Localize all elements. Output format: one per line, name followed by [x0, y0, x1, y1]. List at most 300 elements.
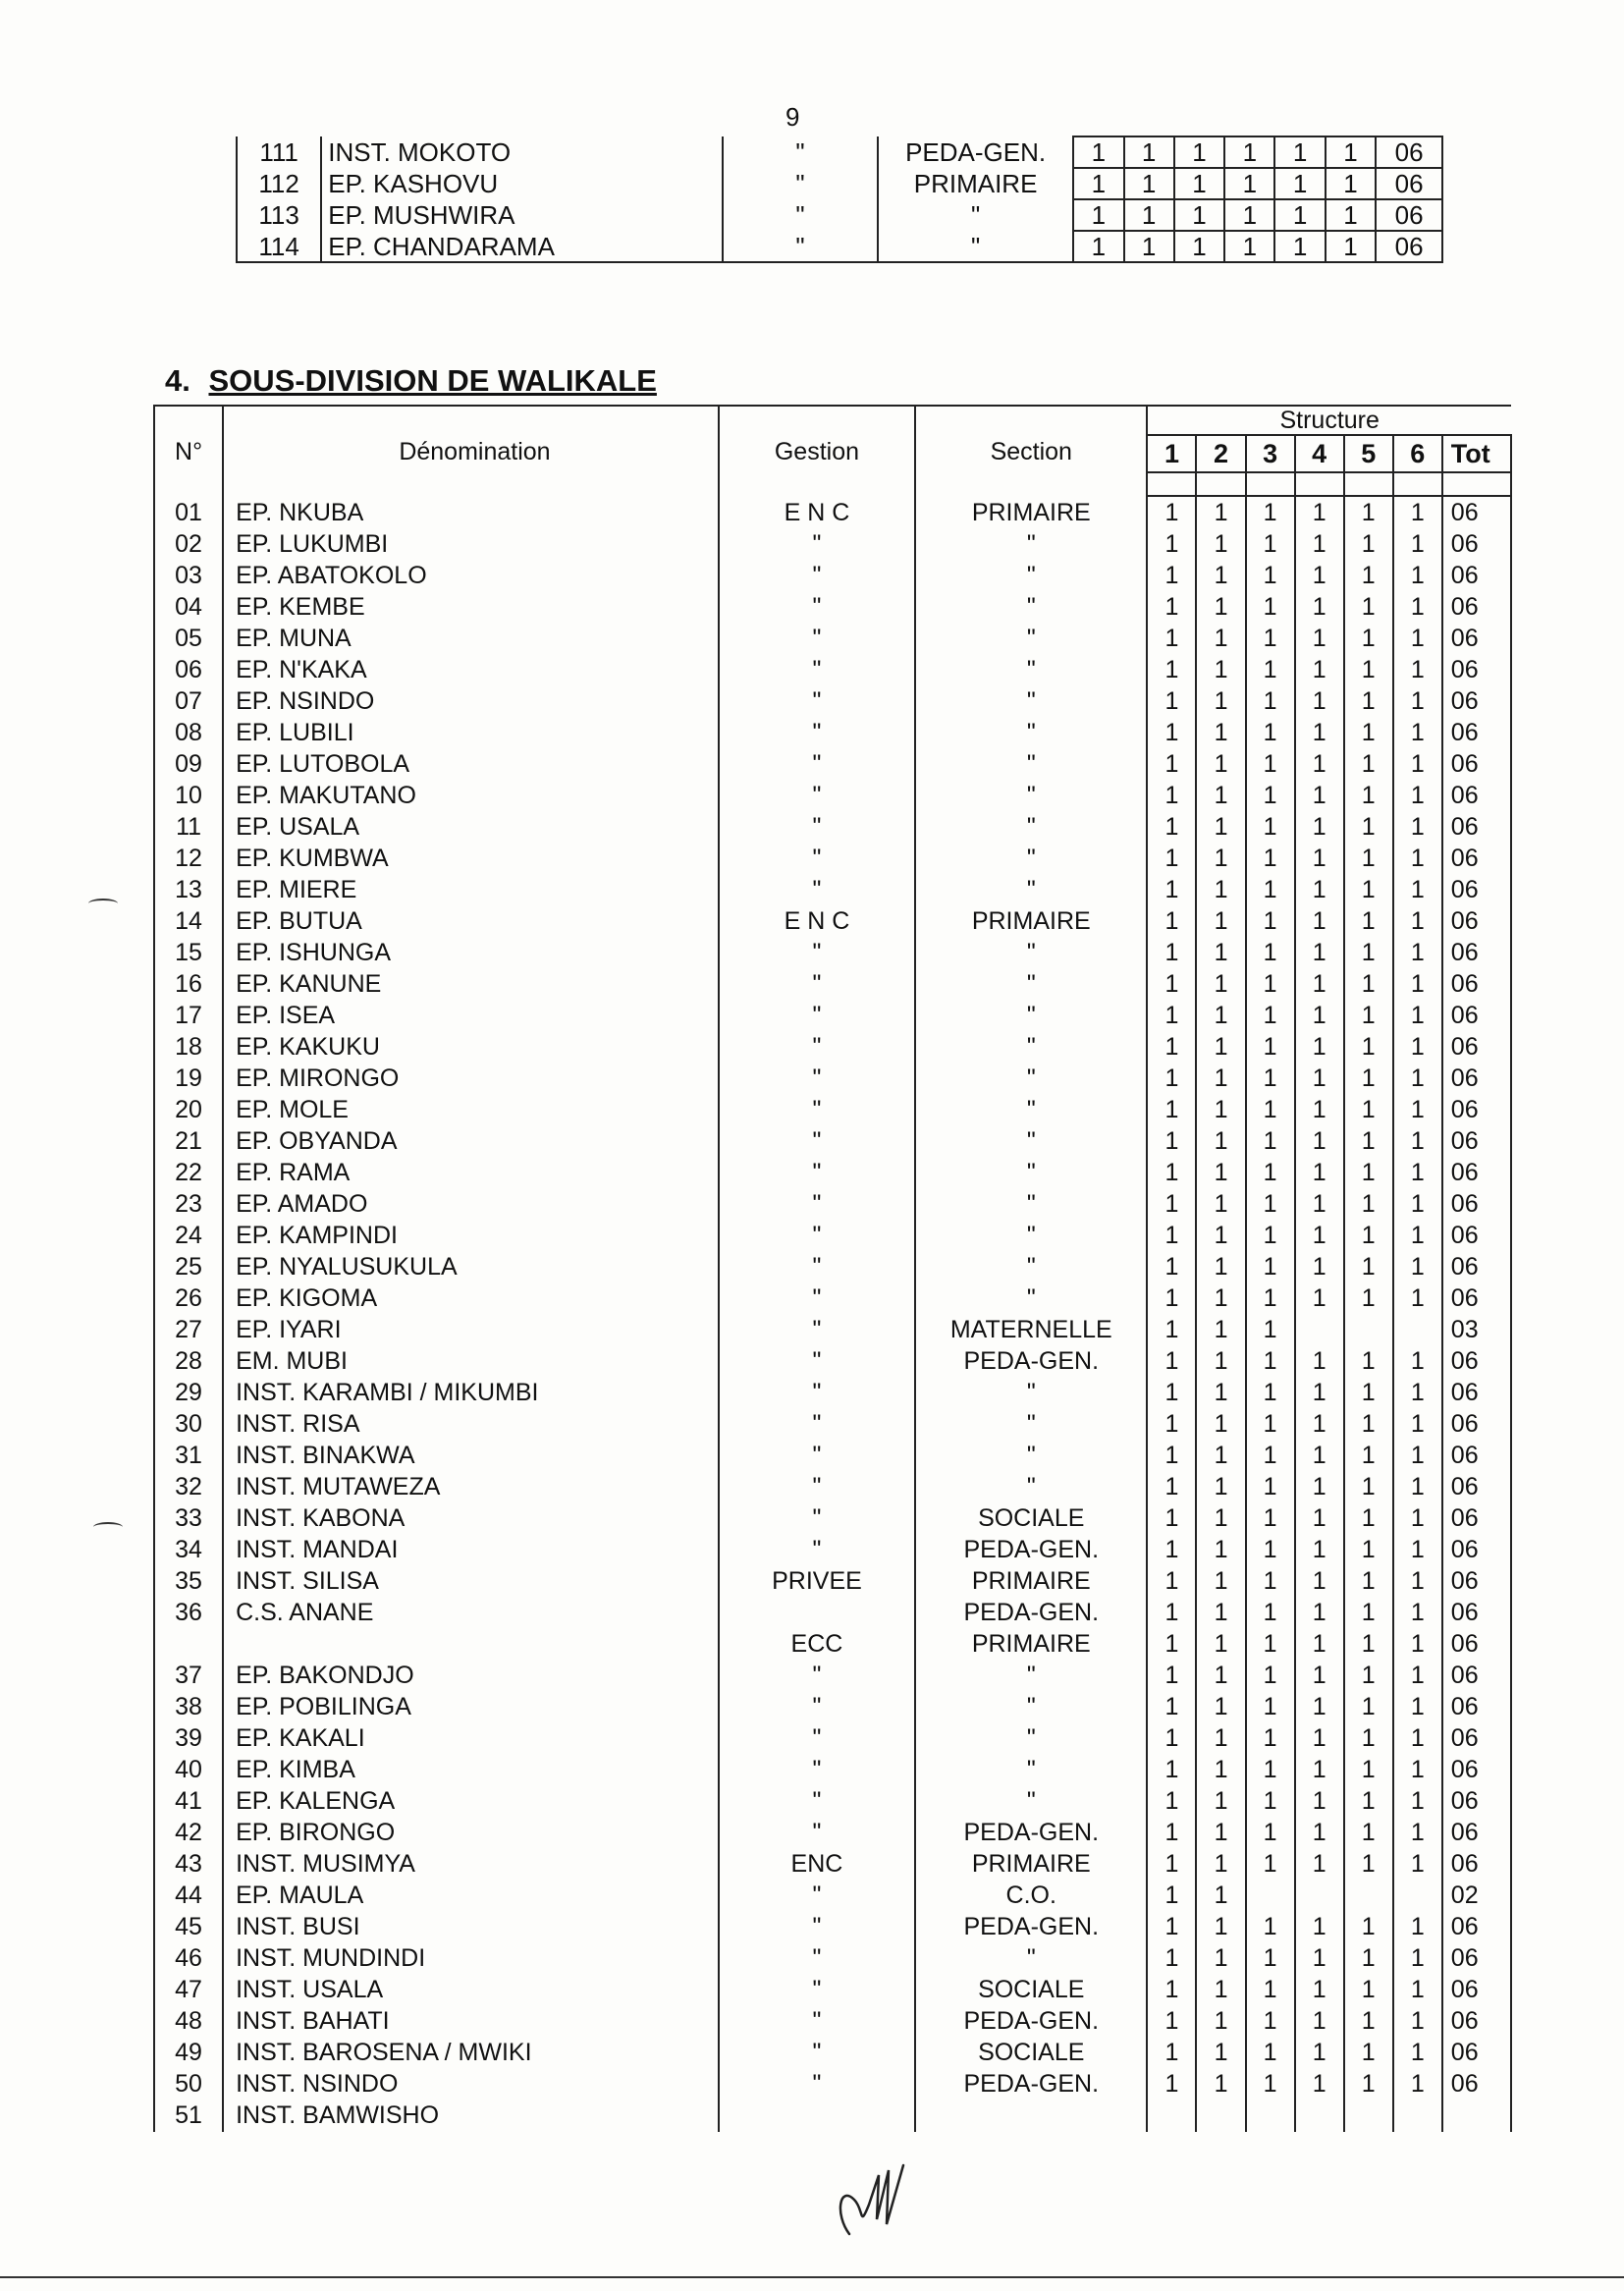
continuation-table	[236, 136, 1443, 263]
row-number: 14	[154, 905, 223, 937]
structure-cell: 1	[1246, 1628, 1295, 1660]
structure-cell: 1	[1147, 1471, 1196, 1502]
structure-cell: 1	[1246, 1911, 1295, 1942]
section-cell: PEDA-GEN.	[915, 1597, 1147, 1628]
gestion-cell: "	[719, 1282, 915, 1314]
section-cell: "	[915, 717, 1147, 748]
structure-cell: 1	[1196, 1251, 1245, 1282]
structure-cell: 1	[1196, 591, 1245, 623]
structure-cell: 1	[1393, 1408, 1442, 1440]
total-cell: 06	[1376, 136, 1442, 168]
table-row	[154, 1785, 1511, 1817]
gestion-cell: "	[719, 2068, 915, 2100]
structure-cell: 1	[1344, 1094, 1393, 1125]
structure-cell: 1	[1147, 1942, 1196, 1974]
gestion-cell: "	[719, 1722, 915, 1754]
structure-cell: 1	[1246, 1691, 1295, 1722]
section-cell: "	[915, 528, 1147, 560]
section-cell: "	[915, 1251, 1147, 1282]
total-cell: 06	[1442, 1408, 1511, 1440]
total-cell: 06	[1442, 1817, 1511, 1848]
section-cell: SOCIALE	[915, 2037, 1147, 2068]
row-number: 13	[154, 874, 223, 905]
structure-cell: 1	[1246, 1848, 1295, 1880]
structure-cell: 1	[1246, 1314, 1295, 1345]
structure-cell: 1	[1393, 811, 1442, 843]
structure-cell: 1	[1196, 1157, 1245, 1188]
margin-mark	[88, 899, 118, 908]
structure-cell: 1	[1196, 1911, 1245, 1942]
gestion-cell: "	[719, 1754, 915, 1785]
structure-cell: 1	[1393, 1722, 1442, 1754]
structure-cell: 1	[1246, 717, 1295, 748]
row-number: 07	[154, 685, 223, 717]
structure-cell: 1	[1393, 1691, 1442, 1722]
school-name: INST. BAHATI	[223, 2005, 719, 2037]
school-name: INST. BAROSENA / MWIKI	[223, 2037, 719, 2068]
structure-cell: 1	[1344, 1722, 1393, 1754]
section-cell: PEDA-GEN.	[915, 1817, 1147, 1848]
table-row	[154, 1345, 1511, 1377]
table-row	[237, 199, 1442, 231]
structure-cell	[1393, 2100, 1442, 2132]
row-number: 30	[154, 1408, 223, 1440]
structure-cell: 1	[1196, 717, 1245, 748]
section-cell: PEDA-GEN.	[915, 1345, 1147, 1377]
structure-cell: 1	[1147, 780, 1196, 811]
header-structure-col: 2	[1196, 435, 1245, 472]
gestion-cell: "	[723, 199, 878, 231]
structure-cell: 1	[1344, 1000, 1393, 1031]
structure-cell: 1	[1393, 496, 1442, 528]
school-name: EP. KAMPINDI	[223, 1220, 719, 1251]
school-name: EP. ABATOKOLO	[223, 560, 719, 591]
structure-cell: 1	[1295, 685, 1344, 717]
structure-cell: 1	[1246, 1471, 1295, 1502]
row-number: 47	[154, 1974, 223, 2005]
section-cell: PEDA-GEN.	[915, 1911, 1147, 1942]
section-cell: PRIMAIRE	[915, 905, 1147, 937]
header-spacer	[1442, 472, 1511, 496]
structure-cell: 1	[1393, 748, 1442, 780]
structure-cell: 1	[1246, 654, 1295, 685]
structure-cell: 1	[1147, 843, 1196, 874]
structure-cell: 1	[1344, 1125, 1393, 1157]
gestion-cell: "	[719, 937, 915, 968]
structure-cell: 1	[1344, 1502, 1393, 1534]
section-cell: "	[878, 199, 1073, 231]
structure-cell: 1	[1147, 717, 1196, 748]
school-name: EP. KIGOMA	[223, 1282, 719, 1314]
structure-cell: 1	[1393, 1377, 1442, 1408]
table-row	[154, 1565, 1511, 1597]
structure-cell: 1	[1246, 1534, 1295, 1565]
structure-cell: 1	[1196, 685, 1245, 717]
gestion-cell: "	[719, 1691, 915, 1722]
gestion-cell: ECC	[719, 1628, 915, 1660]
structure-cell: 1	[1344, 1597, 1393, 1628]
structure-cell: 1	[1246, 685, 1295, 717]
structure-cell: 1	[1344, 685, 1393, 717]
gestion-cell: "	[719, 528, 915, 560]
gestion-cell: "	[719, 874, 915, 905]
school-name: INST. MOKOTO	[321, 136, 723, 168]
structure-cell: 1	[1393, 1502, 1442, 1534]
school-name: INST. KABONA	[223, 1502, 719, 1534]
row-number: 28	[154, 1345, 223, 1377]
section-cell: "	[915, 1125, 1147, 1157]
structure-cell: 1	[1196, 1691, 1245, 1722]
structure-cell: 1	[1344, 905, 1393, 937]
row-number: 45	[154, 1911, 223, 1942]
structure-cell: 1	[1295, 1000, 1344, 1031]
table-row	[154, 717, 1511, 748]
structure-cell: 1	[1246, 2068, 1295, 2100]
section-title: SOUS-DIVISION DE WALIKALE	[208, 363, 657, 398]
table-row	[154, 1031, 1511, 1063]
structure-cell: 1	[1147, 528, 1196, 560]
structure-cell: 1	[1246, 1817, 1295, 1848]
school-name: EP. OBYANDA	[223, 1125, 719, 1157]
total-cell: 06	[1442, 1754, 1511, 1785]
structure-cell: 1	[1124, 199, 1174, 231]
section-cell: "	[915, 1157, 1147, 1188]
structure-cell: 1	[1196, 560, 1245, 591]
structure-cell: 1	[1147, 685, 1196, 717]
structure-cell: 1	[1393, 780, 1442, 811]
structure-cell: 1	[1344, 1031, 1393, 1063]
structure-cell: 1	[1147, 1974, 1196, 2005]
structure-cell: 1	[1295, 843, 1344, 874]
structure-cell: 1	[1344, 1063, 1393, 1094]
gestion-cell: "	[723, 136, 878, 168]
school-name: EP. KALENGA	[223, 1785, 719, 1817]
section-cell: PEDA-GEN.	[878, 136, 1073, 168]
bottom-rule	[0, 2276, 1624, 2278]
structure-cell: 1	[1393, 843, 1442, 874]
section-cell: "	[915, 1660, 1147, 1691]
row-number: 11	[154, 811, 223, 843]
structure-cell: 1	[1246, 748, 1295, 780]
total-cell: 06	[1442, 560, 1511, 591]
margin-mark	[93, 1522, 123, 1532]
structure-cell: 1	[1295, 905, 1344, 937]
structure-cell: 1	[1124, 231, 1174, 262]
structure-cell: 1	[1274, 168, 1325, 199]
structure-cell: 1	[1196, 1722, 1245, 1754]
structure-cell: 1	[1344, 1220, 1393, 1251]
section-cell: PEDA-GEN.	[915, 2068, 1147, 2100]
total-cell: 02	[1442, 1880, 1511, 1911]
structure-cell: 1	[1344, 748, 1393, 780]
total-cell: 06	[1442, 1063, 1511, 1094]
structure-cell: 1	[1246, 1157, 1295, 1188]
table-row	[154, 2068, 1511, 2100]
table-row	[154, 1597, 1511, 1628]
row-number: 16	[154, 968, 223, 1000]
row-number: 19	[154, 1063, 223, 1094]
structure-cell: 1	[1393, 1063, 1442, 1094]
total-cell: 06	[1442, 1188, 1511, 1220]
structure-cell: 1	[1295, 1660, 1344, 1691]
section-cell: PEDA-GEN.	[915, 2005, 1147, 2037]
section-heading	[165, 363, 657, 399]
structure-cell: 1	[1295, 2068, 1344, 2100]
structure-cell: 1	[1147, 1314, 1196, 1345]
structure-cell: 1	[1196, 1754, 1245, 1785]
structure-cell: 1	[1393, 937, 1442, 968]
structure-cell: 1	[1295, 1094, 1344, 1125]
total-cell: 06	[1376, 231, 1442, 262]
row-number: 17	[154, 1000, 223, 1031]
structure-cell: 1	[1295, 1282, 1344, 1314]
row-number: 112	[237, 168, 321, 199]
school-name: EP. CHANDARAMA	[321, 231, 723, 262]
gestion-cell: "	[719, 591, 915, 623]
table-row	[154, 1911, 1511, 1942]
row-number: 42	[154, 1817, 223, 1848]
gestion-cell: "	[719, 1125, 915, 1157]
row-number: 34	[154, 1534, 223, 1565]
row-number: 37	[154, 1660, 223, 1691]
structure-cell: 1	[1246, 1942, 1295, 1974]
structure-cell: 1	[1295, 1377, 1344, 1408]
total-cell: 06	[1442, 1440, 1511, 1471]
section-cell: "	[915, 1000, 1147, 1031]
row-number: 08	[154, 717, 223, 748]
row-number: 15	[154, 937, 223, 968]
structure-cell: 1	[1393, 685, 1442, 717]
structure-cell: 1	[1295, 1471, 1344, 1502]
structure-cell: 1	[1147, 1377, 1196, 1408]
structure-cell: 1	[1295, 654, 1344, 685]
section-cell: "	[915, 1785, 1147, 1817]
school-name: EP. IYARI	[223, 1314, 719, 1345]
total-cell: 06	[1442, 1597, 1511, 1628]
structure-cell: 1	[1393, 1000, 1442, 1031]
row-number: 44	[154, 1880, 223, 1911]
section-cell: "	[915, 968, 1147, 1000]
structure-cell: 1	[1246, 496, 1295, 528]
table-row	[154, 1377, 1511, 1408]
structure-cell: 1	[1393, 874, 1442, 905]
structure-cell: 1	[1393, 1440, 1442, 1471]
structure-cell: 1	[1393, 1911, 1442, 1942]
structure-cell: 1	[1196, 1785, 1245, 1817]
structure-cell: 1	[1344, 560, 1393, 591]
section-cell: "	[915, 560, 1147, 591]
structure-cell: 1	[1246, 528, 1295, 560]
gestion-cell: "	[719, 685, 915, 717]
structure-cell: 1	[1246, 560, 1295, 591]
row-number: 50	[154, 2068, 223, 2100]
total-cell: 06	[1442, 1282, 1511, 1314]
row-number: 02	[154, 528, 223, 560]
school-name: EP. MOLE	[223, 1094, 719, 1125]
structure-cell: 1	[1344, 1974, 1393, 2005]
table-row	[237, 136, 1442, 168]
table-row	[154, 1314, 1511, 1345]
structure-cell: 1	[1393, 1125, 1442, 1157]
section-cell: "	[915, 1440, 1147, 1471]
table-row	[154, 2005, 1511, 2037]
structure-cell: 1	[1246, 1251, 1295, 1282]
school-name: EM. MUBI	[223, 1345, 719, 1377]
table-row	[154, 1754, 1511, 1785]
structure-cell: 1	[1147, 905, 1196, 937]
structure-cell: 1	[1295, 1188, 1344, 1220]
structure-cell: 1	[1295, 1440, 1344, 1471]
structure-cell: 1	[1147, 1157, 1196, 1188]
structure-cell: 1	[1393, 1565, 1442, 1597]
row-number: 111	[237, 136, 321, 168]
row-number: 25	[154, 1251, 223, 1282]
structure-cell: 1	[1295, 748, 1344, 780]
structure-cell: 1	[1147, 2068, 1196, 2100]
section-cell: PRIMAIRE	[915, 1848, 1147, 1880]
structure-cell: 1	[1196, 1848, 1245, 1880]
section-cell: "	[915, 1094, 1147, 1125]
structure-cell: 1	[1246, 591, 1295, 623]
row-number: 31	[154, 1440, 223, 1471]
structure-cell: 1	[1246, 843, 1295, 874]
total-cell: 06	[1442, 623, 1511, 654]
structure-cell: 1	[1393, 1251, 1442, 1282]
structure-cell: 1	[1295, 1691, 1344, 1722]
structure-cell: 1	[1147, 496, 1196, 528]
row-number: 114	[237, 231, 321, 262]
row-number: 33	[154, 1502, 223, 1534]
section-cell: "	[915, 1031, 1147, 1063]
structure-cell: 1	[1295, 1408, 1344, 1440]
structure-cell: 1	[1196, 1660, 1245, 1691]
structure-cell: 1	[1246, 1440, 1295, 1471]
row-number: 23	[154, 1188, 223, 1220]
table-row	[154, 1817, 1511, 1848]
total-cell: 06	[1442, 811, 1511, 843]
section-cell: PRIMAIRE	[915, 1565, 1147, 1597]
section-cell: MATERNELLE	[915, 1314, 1147, 1345]
table-row	[154, 2100, 1511, 2132]
structure-cell: 1	[1147, 654, 1196, 685]
total-cell: 06	[1442, 2068, 1511, 2100]
table-row	[154, 1502, 1511, 1534]
section-cell: SOCIALE	[915, 1502, 1147, 1534]
total-cell: 06	[1442, 1722, 1511, 1754]
structure-cell: 1	[1174, 231, 1224, 262]
structure-cell: 1	[1246, 2005, 1295, 2037]
structure-cell: 1	[1147, 1000, 1196, 1031]
section-cell: "	[915, 1188, 1147, 1220]
structure-cell: 1	[1147, 1534, 1196, 1565]
section-cell: "	[915, 748, 1147, 780]
structure-cell: 1	[1393, 560, 1442, 591]
structure-cell: 1	[1196, 1094, 1245, 1125]
section-cell: "	[915, 1754, 1147, 1785]
total-cell: 06	[1442, 591, 1511, 623]
structure-cell: 1	[1196, 1188, 1245, 1220]
section-cell: "	[915, 1063, 1147, 1094]
structure-cell: 1	[1295, 623, 1344, 654]
row-number: 20	[154, 1094, 223, 1125]
structure-cell: 1	[1147, 1063, 1196, 1094]
header-spacer	[1196, 472, 1245, 496]
structure-cell: 1	[1147, 1754, 1196, 1785]
table-row	[154, 654, 1511, 685]
total-cell: 06	[1442, 843, 1511, 874]
section-cell: C.O.	[915, 1880, 1147, 1911]
structure-cell: 1	[1196, 1565, 1245, 1597]
gestion-cell: "	[719, 1408, 915, 1440]
total-cell: 06	[1442, 528, 1511, 560]
section-cell: PEDA-GEN.	[915, 1534, 1147, 1565]
header-gestion: Gestion	[719, 406, 915, 496]
structure-cell: 1	[1224, 136, 1274, 168]
structure-cell: 1	[1196, 654, 1245, 685]
school-name: EP. BAKONDJO	[223, 1660, 719, 1691]
structure-cell: 1	[1344, 1660, 1393, 1691]
structure-cell: 1	[1147, 1408, 1196, 1440]
structure-cell: 1	[1196, 1408, 1245, 1440]
header-num: N°	[154, 406, 223, 496]
structure-cell: 1	[1393, 1094, 1442, 1125]
section-cell: "	[878, 231, 1073, 262]
structure-cell	[1246, 2100, 1295, 2132]
structure-cell: 1	[1246, 1345, 1295, 1377]
row-number: 43	[154, 1848, 223, 1880]
total-cell: 06	[1442, 1125, 1511, 1157]
total-cell: 03	[1442, 1314, 1511, 1345]
structure-cell: 1	[1196, 1880, 1245, 1911]
structure-cell: 1	[1124, 168, 1174, 199]
structure-cell: 1	[1124, 136, 1174, 168]
structure-cell: 1	[1224, 168, 1274, 199]
table-row	[154, 1063, 1511, 1094]
header-structure: Structure	[1147, 406, 1511, 435]
total-cell: 06	[1442, 2037, 1511, 2068]
structure-cell: 1	[1196, 905, 1245, 937]
structure-cell: 1	[1147, 1251, 1196, 1282]
structure-cell: 1	[1147, 1125, 1196, 1157]
school-name: INST. MUSIMYA	[223, 1848, 719, 1880]
structure-cell: 1	[1147, 1691, 1196, 1722]
structure-cell: 1	[1196, 1471, 1245, 1502]
gestion-cell: "	[719, 1188, 915, 1220]
structure-cell: 1	[1196, 1534, 1245, 1565]
structure-cell: 1	[1196, 2068, 1245, 2100]
structure-cell: 1	[1246, 1188, 1295, 1220]
structure-cell: 1	[1147, 748, 1196, 780]
row-number: 35	[154, 1565, 223, 1597]
structure-cell: 1	[1344, 1440, 1393, 1471]
structure-cell	[1295, 1880, 1344, 1911]
structure-cell: 1	[1246, 1722, 1295, 1754]
structure-cell: 1	[1246, 780, 1295, 811]
structure-cell: 1	[1344, 1942, 1393, 1974]
structure-cell: 1	[1147, 1817, 1196, 1848]
school-name: EP. N'KAKA	[223, 654, 719, 685]
structure-cell: 1	[1393, 1974, 1442, 2005]
structure-cell: 1	[1295, 1534, 1344, 1565]
total-cell: 06	[1442, 748, 1511, 780]
structure-cell: 1	[1246, 1031, 1295, 1063]
structure-cell: 1	[1393, 623, 1442, 654]
header-spacer	[1147, 472, 1196, 496]
total-cell: 06	[1442, 717, 1511, 748]
structure-cell: 1	[1393, 2037, 1442, 2068]
gestion-cell: "	[719, 1314, 915, 1345]
total-cell: 06	[1376, 199, 1442, 231]
